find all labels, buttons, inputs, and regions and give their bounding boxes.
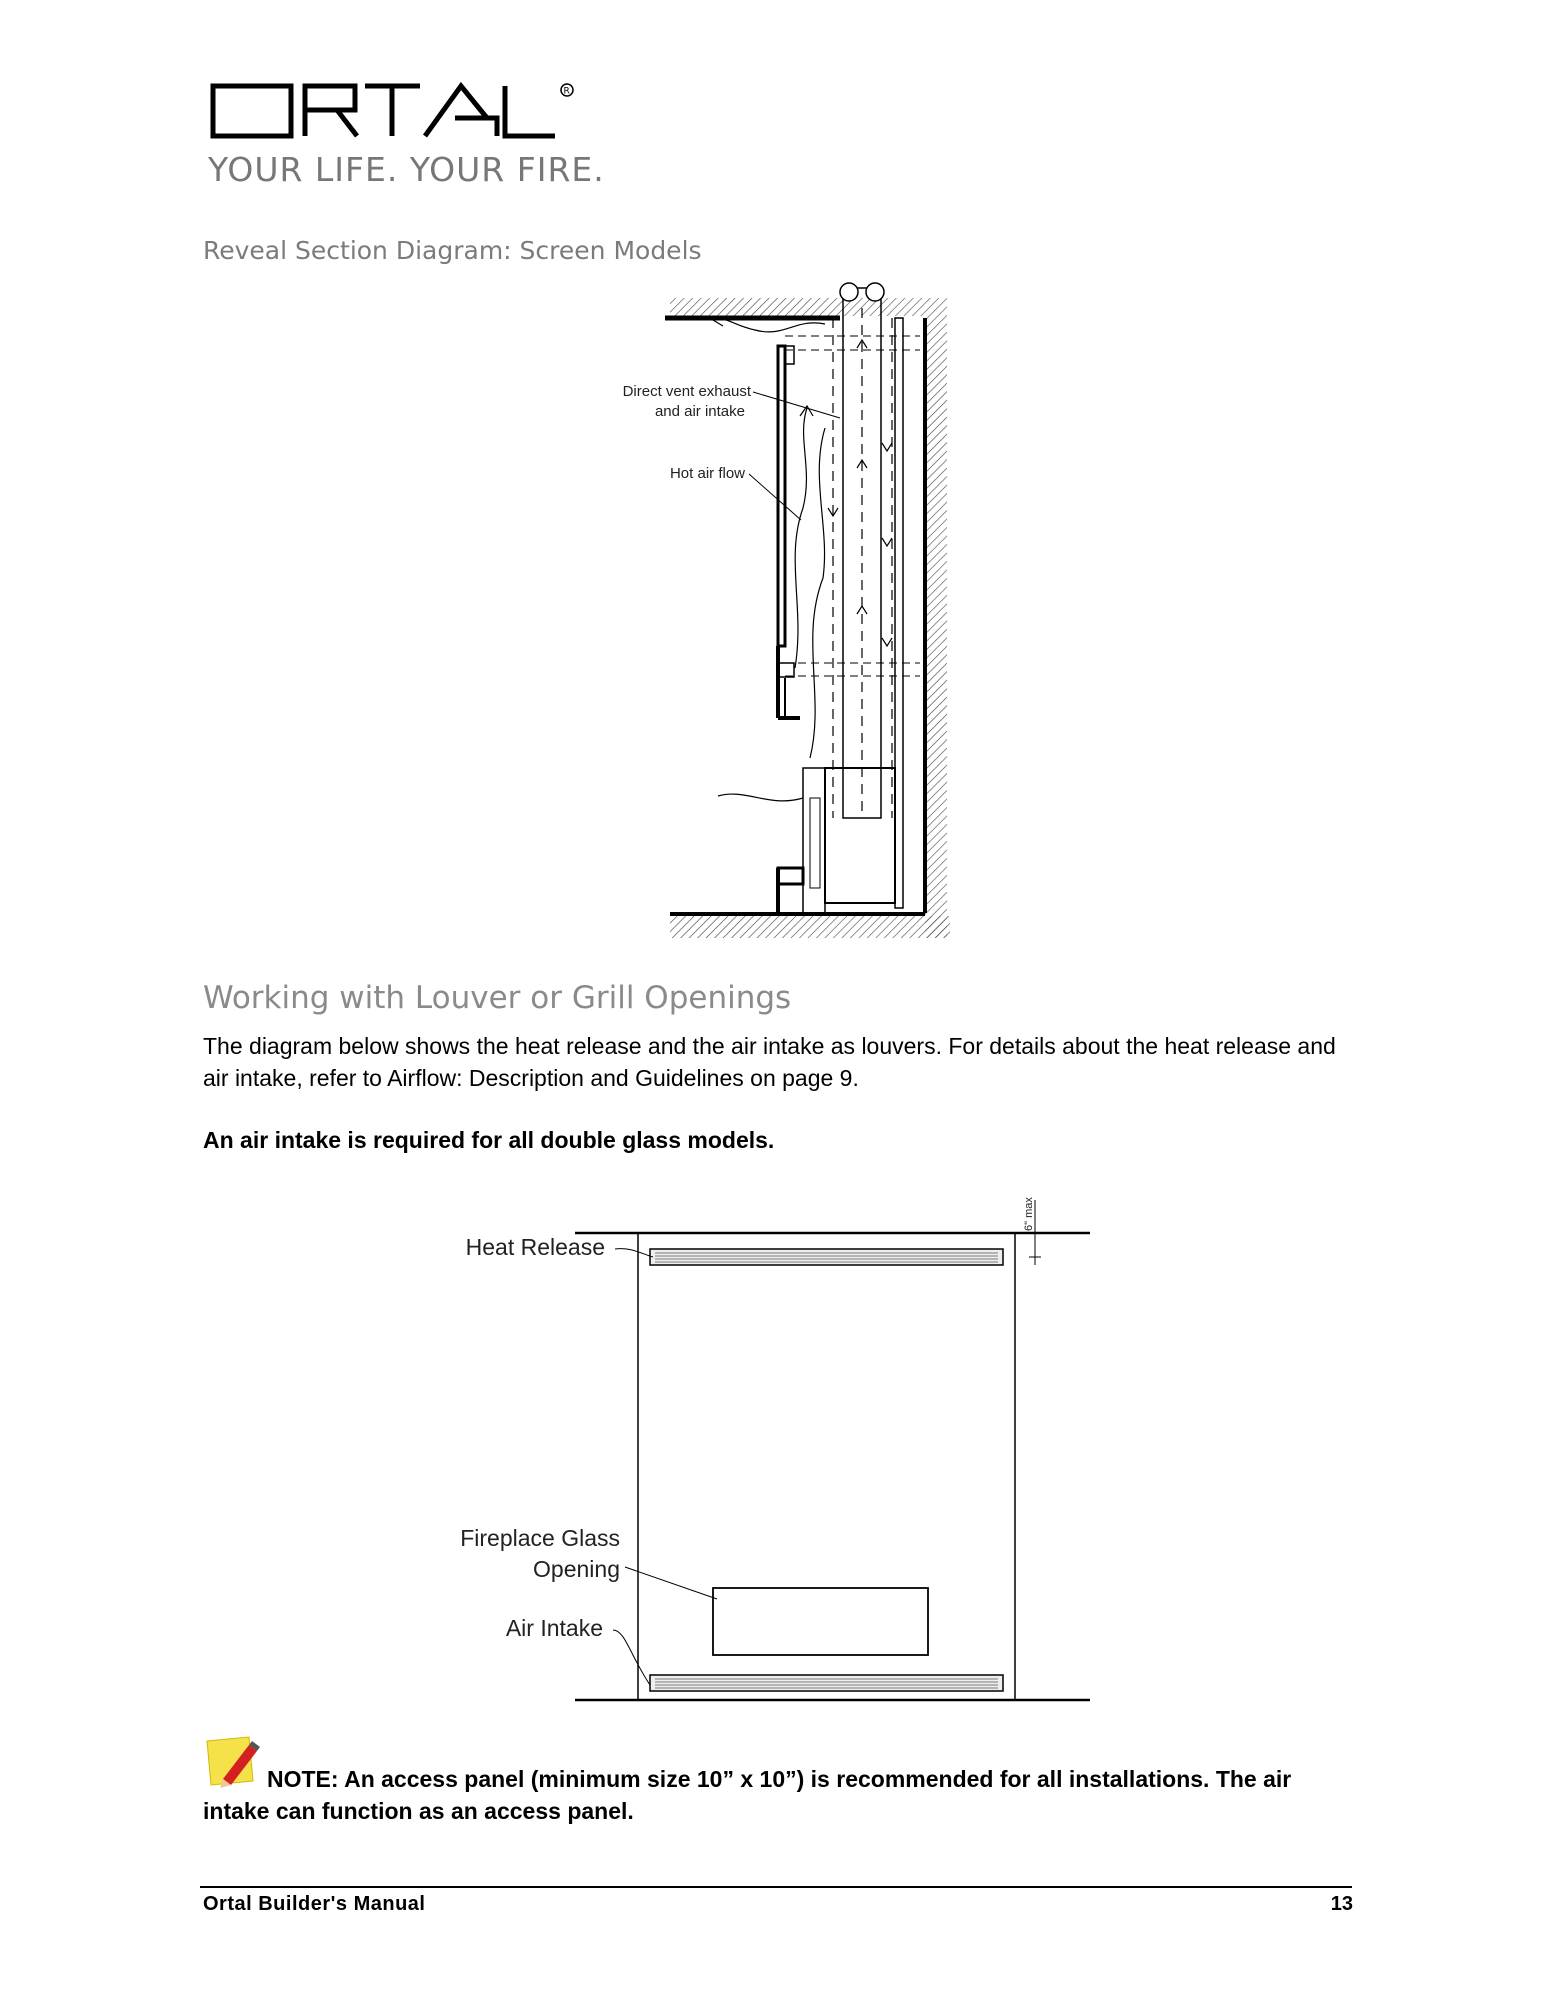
louver-description: The diagram below shows the heat release and the air intake as louvers. For details about the heat release and air intake, refer to Airflow: Description and Guidelines on page 9. [203, 1033, 1336, 1091]
logo-tagline: YOUR LIFE. YOUR FIRE. [208, 150, 605, 189]
label-fireplace-glass: Fireplace Glass [460, 1525, 620, 1551]
footer-manual-title: Ortal Builder's Manual [203, 1893, 426, 1915]
air-intake-requirement: An air intake is required for all double glass models. [203, 1127, 775, 1153]
label-heat-release: Heat Release [465, 1234, 605, 1260]
svg-text:R: R [563, 86, 570, 97]
label-six-inch-max: 6" max [1023, 1197, 1035, 1231]
label-direct-vent-1: Direct vent exhaust [622, 383, 751, 400]
label-hot-air-flow: Hot air flow [669, 465, 745, 482]
fireplace-glass-opening [713, 1588, 928, 1655]
heat-release-louver [650, 1249, 1003, 1265]
section-heading-louver: Working with Louver or Grill Openings [203, 980, 792, 1016]
label-air-intake: Air Intake [505, 1615, 603, 1641]
reveal-section-diagram [585, 278, 965, 953]
louver-openings-diagram [455, 1185, 1100, 1715]
label-direct-vent-2: and air intake [654, 403, 745, 420]
section-heading-reveal: Reveal Section Diagram: Screen Models [203, 236, 702, 265]
label-opening: Opening [533, 1556, 620, 1582]
note-access-panel: NOTE: An access panel (minimum size 10” x 10”) is recommended for all installations. The air intake can function as an access panel. [203, 1766, 1292, 1824]
footer-rule [200, 1886, 1352, 1888]
footer-page-number: 13 [1330, 1893, 1353, 1915]
air-intake-louver [650, 1675, 1003, 1691]
